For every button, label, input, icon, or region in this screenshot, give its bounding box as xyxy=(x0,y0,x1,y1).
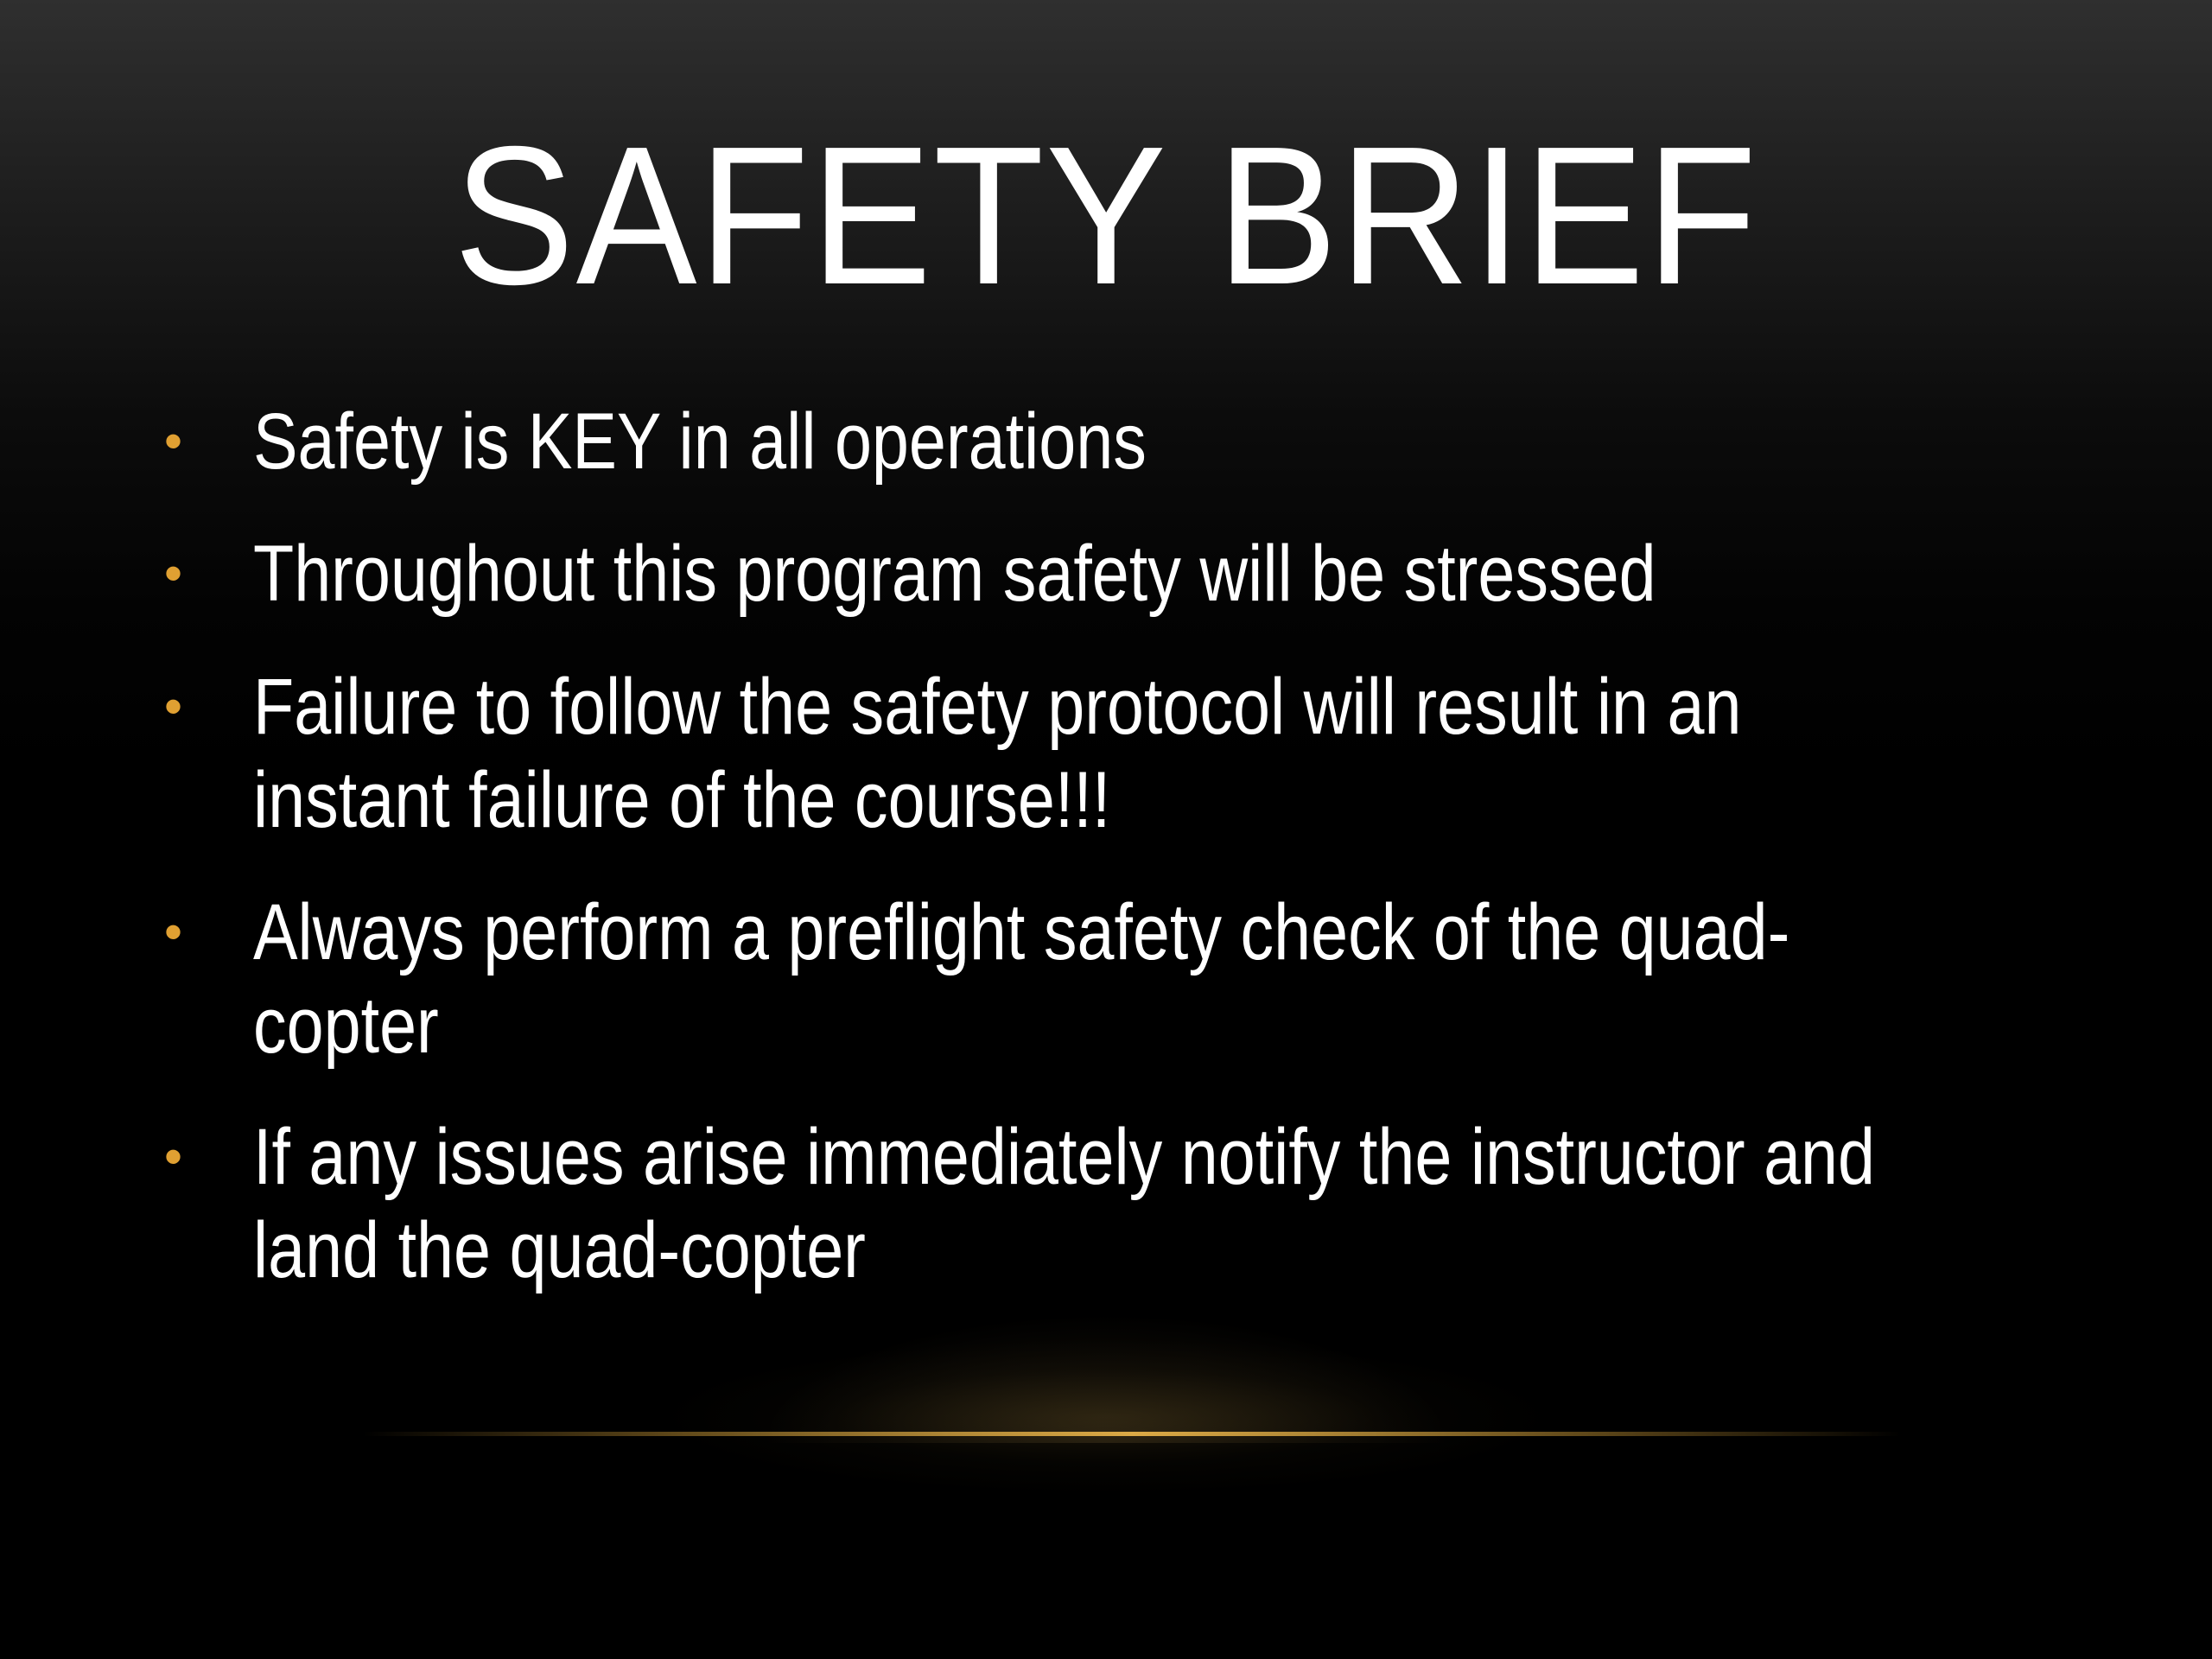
bullet-text-4 xyxy=(253,886,1850,1072)
bullet-line: Safety is KEY in all operations xyxy=(253,397,1147,486)
bullet-line: instant failure of the course!!! xyxy=(253,756,1111,844)
gold-accent-line xyxy=(363,1432,1901,1436)
bullet-dot: • xyxy=(164,903,183,961)
bullet-line: Always perform a preflight safety check of the quad- xyxy=(253,888,1790,976)
bullet-line: land the quad-copter xyxy=(253,1206,866,1294)
bullet-text-1 xyxy=(253,395,1850,488)
bullet-dot: • xyxy=(164,544,183,602)
slide-title: SAFETY BRIEF xyxy=(453,106,1759,326)
bullet-line: copter xyxy=(253,982,439,1070)
bullet-line: Failure to follow the safety protocol will result in an xyxy=(253,663,1742,751)
bullet-line: Throughout this program safety will be stressed xyxy=(253,530,1656,618)
bullet-text-5 xyxy=(253,1110,1876,1297)
bullet-dot: • xyxy=(164,1128,183,1185)
bullet-dot: • xyxy=(164,412,183,470)
bullet-dot: • xyxy=(164,677,183,735)
bullet-line: If any issues arise immediately notify the instructor and xyxy=(253,1113,1876,1201)
bullet-text-3 xyxy=(253,660,1850,847)
bullet-text-2 xyxy=(253,527,1850,620)
